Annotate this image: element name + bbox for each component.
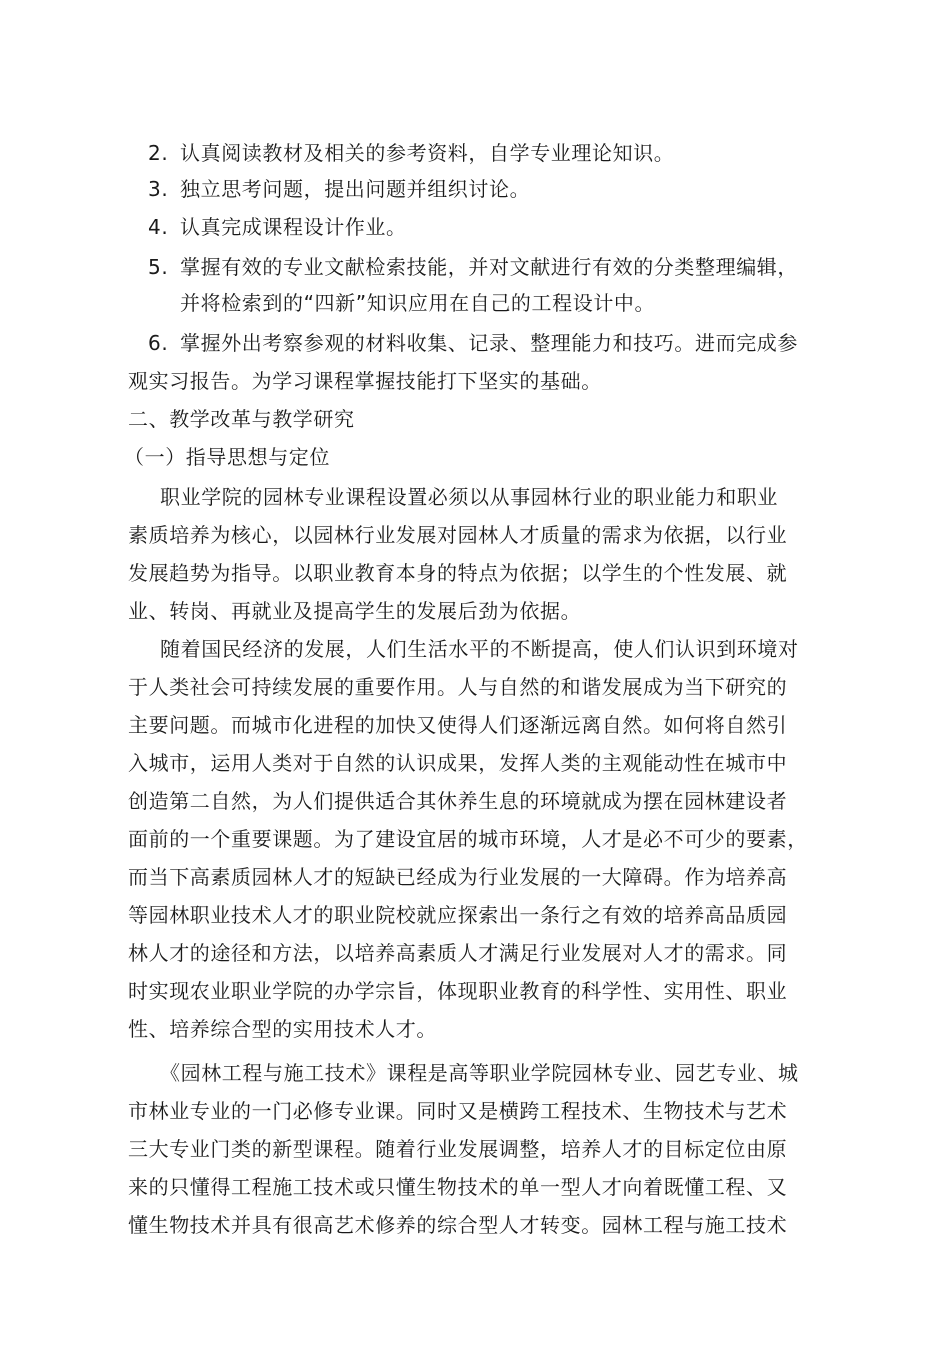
paragraph-line: 懂生物技术并具有很高艺术修养的综合型人才转变。园林工程与施工技术 xyxy=(128,1213,788,1237)
list-text: 掌握外出考察参观的材料收集、记录、整理能力和技巧。进而完成参 xyxy=(180,331,798,355)
paragraph-line: 素质培养为核心，以园林行业发展对园林人才质量的需求为依据，以行业 xyxy=(128,523,788,547)
paragraph-line: 面前的一个重要课题。为了建设宜居的城市环境，人才是必不可少的要素， xyxy=(128,827,808,851)
paragraph-line: 《园林工程与施工技术》课程是高等职业学院园林专业、园艺专业、城 xyxy=(160,1061,799,1085)
paragraph-line: 等园林职业技术人才的职业院校就应探索出一条行之有效的培养高品质园 xyxy=(128,903,788,927)
paragraph-line: 林人才的途径和方法，以培养高素质人才满足行业发展对人才的需求。同 xyxy=(128,941,788,965)
list-number: 5. xyxy=(148,255,169,279)
list-number: 4. xyxy=(148,215,169,239)
paragraph-line: 入城市，运用人类对于自然的认识成果，发挥人类的主观能动性在城市中 xyxy=(128,751,788,775)
list-item-2 xyxy=(148,141,674,165)
list-item-6-continuation: 观实习报告。为学习课程掌握技能打下坚实的基础。 xyxy=(128,369,602,393)
list-text: 掌握有效的专业文献检索技能，并对文献进行有效的分类整理编辑， xyxy=(180,255,798,279)
list-item-5 xyxy=(148,255,798,279)
paragraph-line: 而当下高素质园林人才的短缺已经成为行业发展的一大障碍。作为培养高 xyxy=(128,865,788,889)
paragraph-line: 市林业专业的一门必修专业课。同时又是横跨工程技术、生物技术与艺术 xyxy=(128,1099,788,1123)
paragraph-line: 随着国民经济的发展，人们生活水平的不断提高，使人们认识到环境对 xyxy=(160,637,799,661)
list-item-3 xyxy=(148,177,530,201)
paragraph-line: 职业学院的园林专业课程设置必须以从事园林行业的职业能力和职业 xyxy=(160,485,778,509)
list-item-5-continuation: 并将检索到的“四新”知识应用在自己的工程设计中。 xyxy=(180,291,656,315)
paragraph-line: 来的只懂得工程施工技术或只懂生物技术的单一型人才向着既懂工程、又 xyxy=(128,1175,788,1199)
paragraph-line: 主要问题。而城市化进程的加快又使得人们逐渐远离自然。如何将自然引 xyxy=(128,713,788,737)
list-number: 2. xyxy=(148,141,169,165)
section-heading: 二、教学改革与教学研究 xyxy=(128,407,355,431)
paragraph-line: 于人类社会可持续发展的重要作用。人与自然的和谐发展成为当下研究的 xyxy=(128,675,788,699)
subsection-heading: （一）指导思想与定位 xyxy=(124,445,330,469)
list-number: 3. xyxy=(148,177,169,201)
paragraph-line: 发展趋势为指导。以职业教育本身的特点为依据；以学生的个性发展、就 xyxy=(128,561,788,585)
paragraph-line: 时实现农业职业学院的办学宗旨，体现职业教育的科学性、实用性、职业 xyxy=(128,979,788,1003)
list-text: 认真完成课程设计作业。 xyxy=(180,215,407,239)
paragraph-line: 三大专业门类的新型课程。随着行业发展调整，培养人才的目标定位由原 xyxy=(128,1137,788,1161)
list-item-6 xyxy=(148,331,798,355)
list-text: 认真阅读教材及相关的参考资料，自学专业理论知识。 xyxy=(180,141,675,165)
list-number: 6. xyxy=(148,331,169,355)
list-item-4 xyxy=(148,215,407,239)
paragraph-line: 业、转岗、再就业及提高学生的发展后劲为依据。 xyxy=(128,599,582,623)
list-text: 独立思考问题，提出问题并组织讨论。 xyxy=(180,177,531,201)
paragraph-line: 创造第二自然，为人们提供适合其休养生息的环境就成为摆在园林建设者 xyxy=(128,789,788,813)
paragraph-line: 性、培养综合型的实用技术人才。 xyxy=(128,1017,437,1041)
